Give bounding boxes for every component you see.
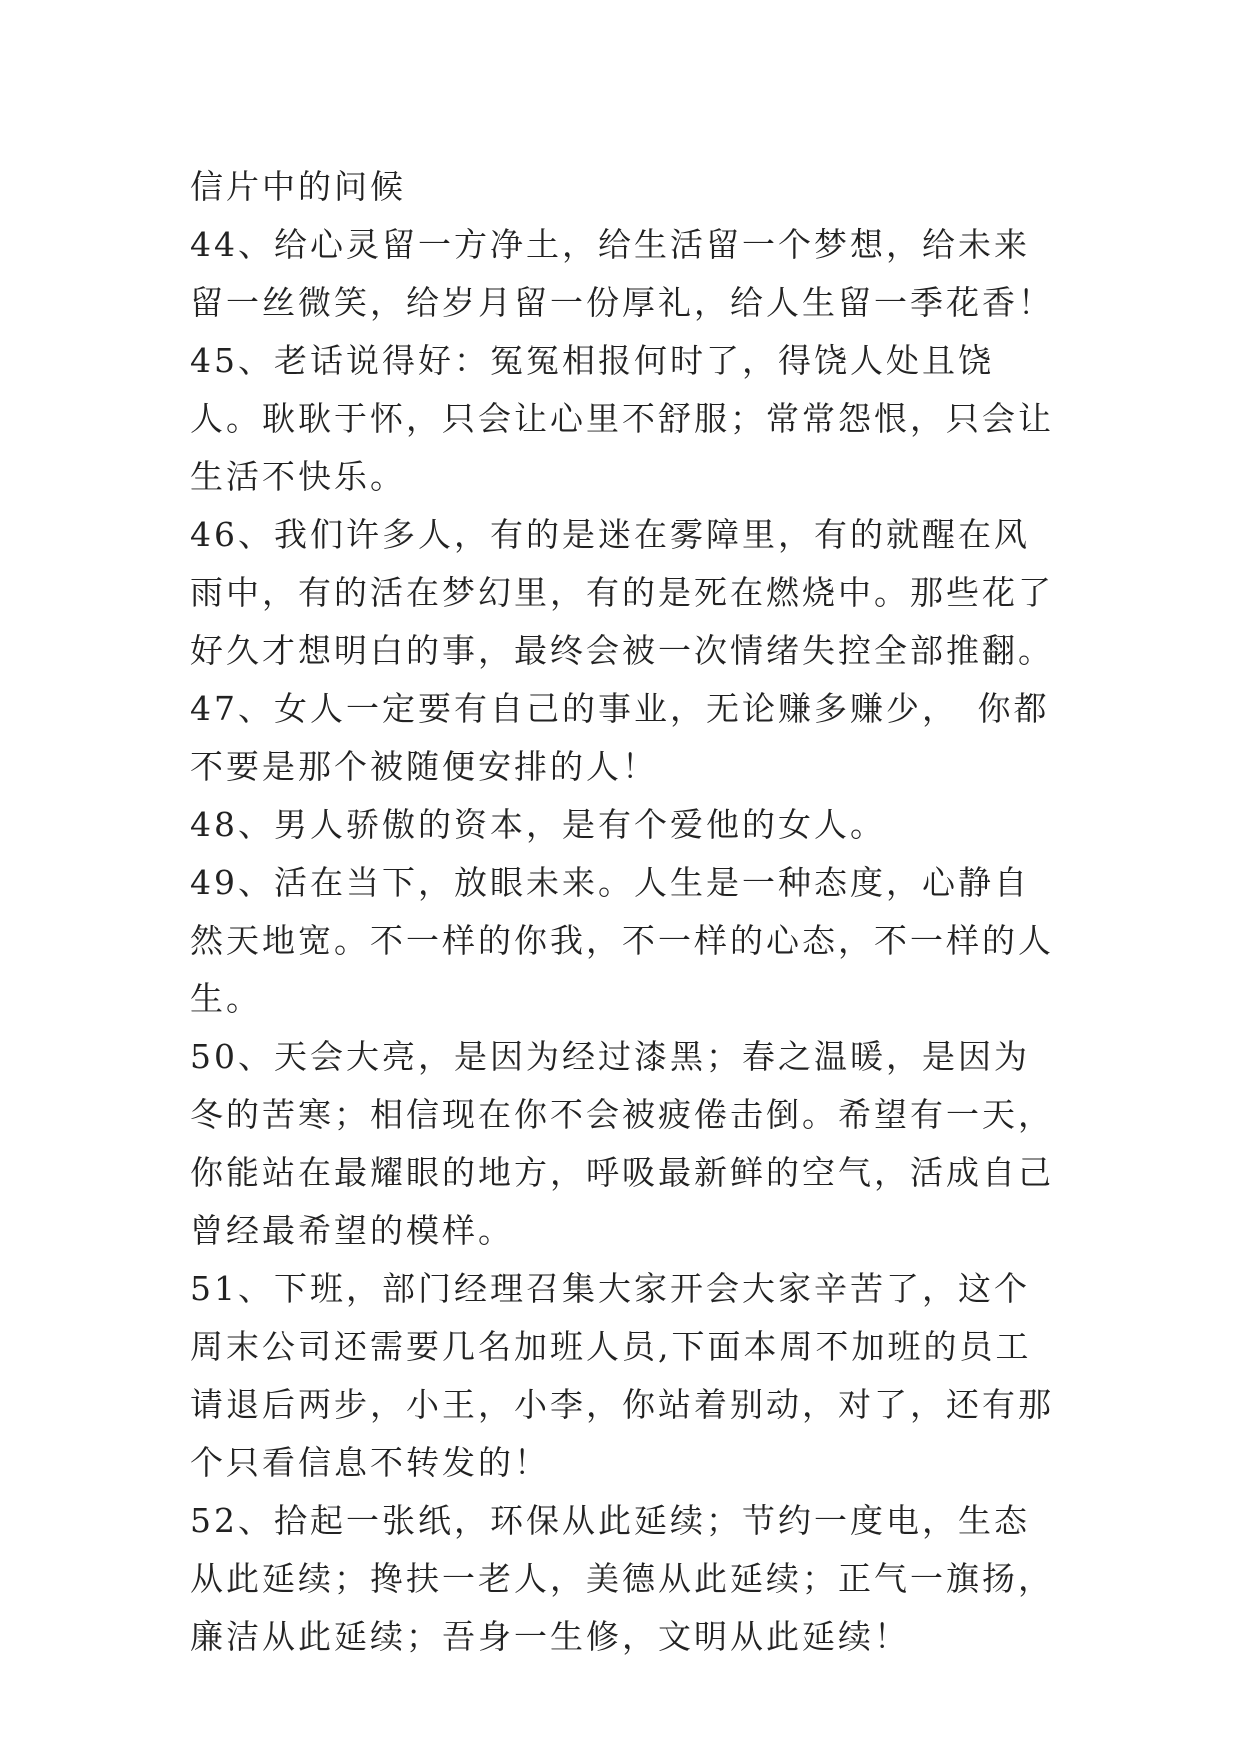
paragraph-45: 45、老话说得好：冤冤相报何时了，得饶人处且饶人。耿耿于怀，只会让心里不舒服；常常怨恨，只会让生活不快乐。 xyxy=(190,341,1054,496)
paragraph-51: 51、下班，部门经理召集大家开会大家辛苦了，这个周末公司还需要几名加班人员,下面本周不加班的员工请退后两步，小王，小李，你站着别动，对了，还有那个只看信息不转发的！ xyxy=(190,1269,1054,1482)
paragraph-47: 47、女人一定要有自己的事业，无论赚多赚少， 你都不要是那个被随便安排的人！ xyxy=(190,689,1050,786)
paragraph-48: 48、男人骄傲的资本，是有个爱他的女人。 xyxy=(190,805,886,844)
paragraph-49: 49、活在当下，放眼未来。人生是一种态度，心静自然天地宽。不一样的你我，不一样的心态，不一样的人生。 xyxy=(190,863,1054,1018)
paragraph-44: 44、给心灵留一方净土，给生活留一个梦想，给未来留一丝微笑，给岁月留一份厚礼，给人生留一季花香！ xyxy=(190,225,1054,322)
paragraph-52: 52、拾起一张纸，环保从此延续；节约一度电，生态从此延续；搀扶一老人，美德从此延续；正气一旗扬，廉洁从此延续；吾身一生修，文明从此延续！ xyxy=(190,1501,1054,1656)
document-body xyxy=(190,158,1060,1666)
paragraph-46: 46、我们许多人，有的是迷在雾障里，有的就醒在风雨中，有的活在梦幻里，有的是死在燃烧中。那些花了好久才想明白的事，最终会被一次情绪失控全部推翻。 xyxy=(190,515,1054,670)
paragraph-fragment: 信片中的问候 xyxy=(190,167,406,206)
paragraph-50: 50、天会大亮，是因为经过漆黑；春之温暖，是因为冬的苦寒；相信现在你不会被疲倦击倒。希望有一天，你能站在最耀眼的地方，呼吸最新鲜的空气，活成自己曾经最希望的模样。 xyxy=(190,1037,1054,1250)
